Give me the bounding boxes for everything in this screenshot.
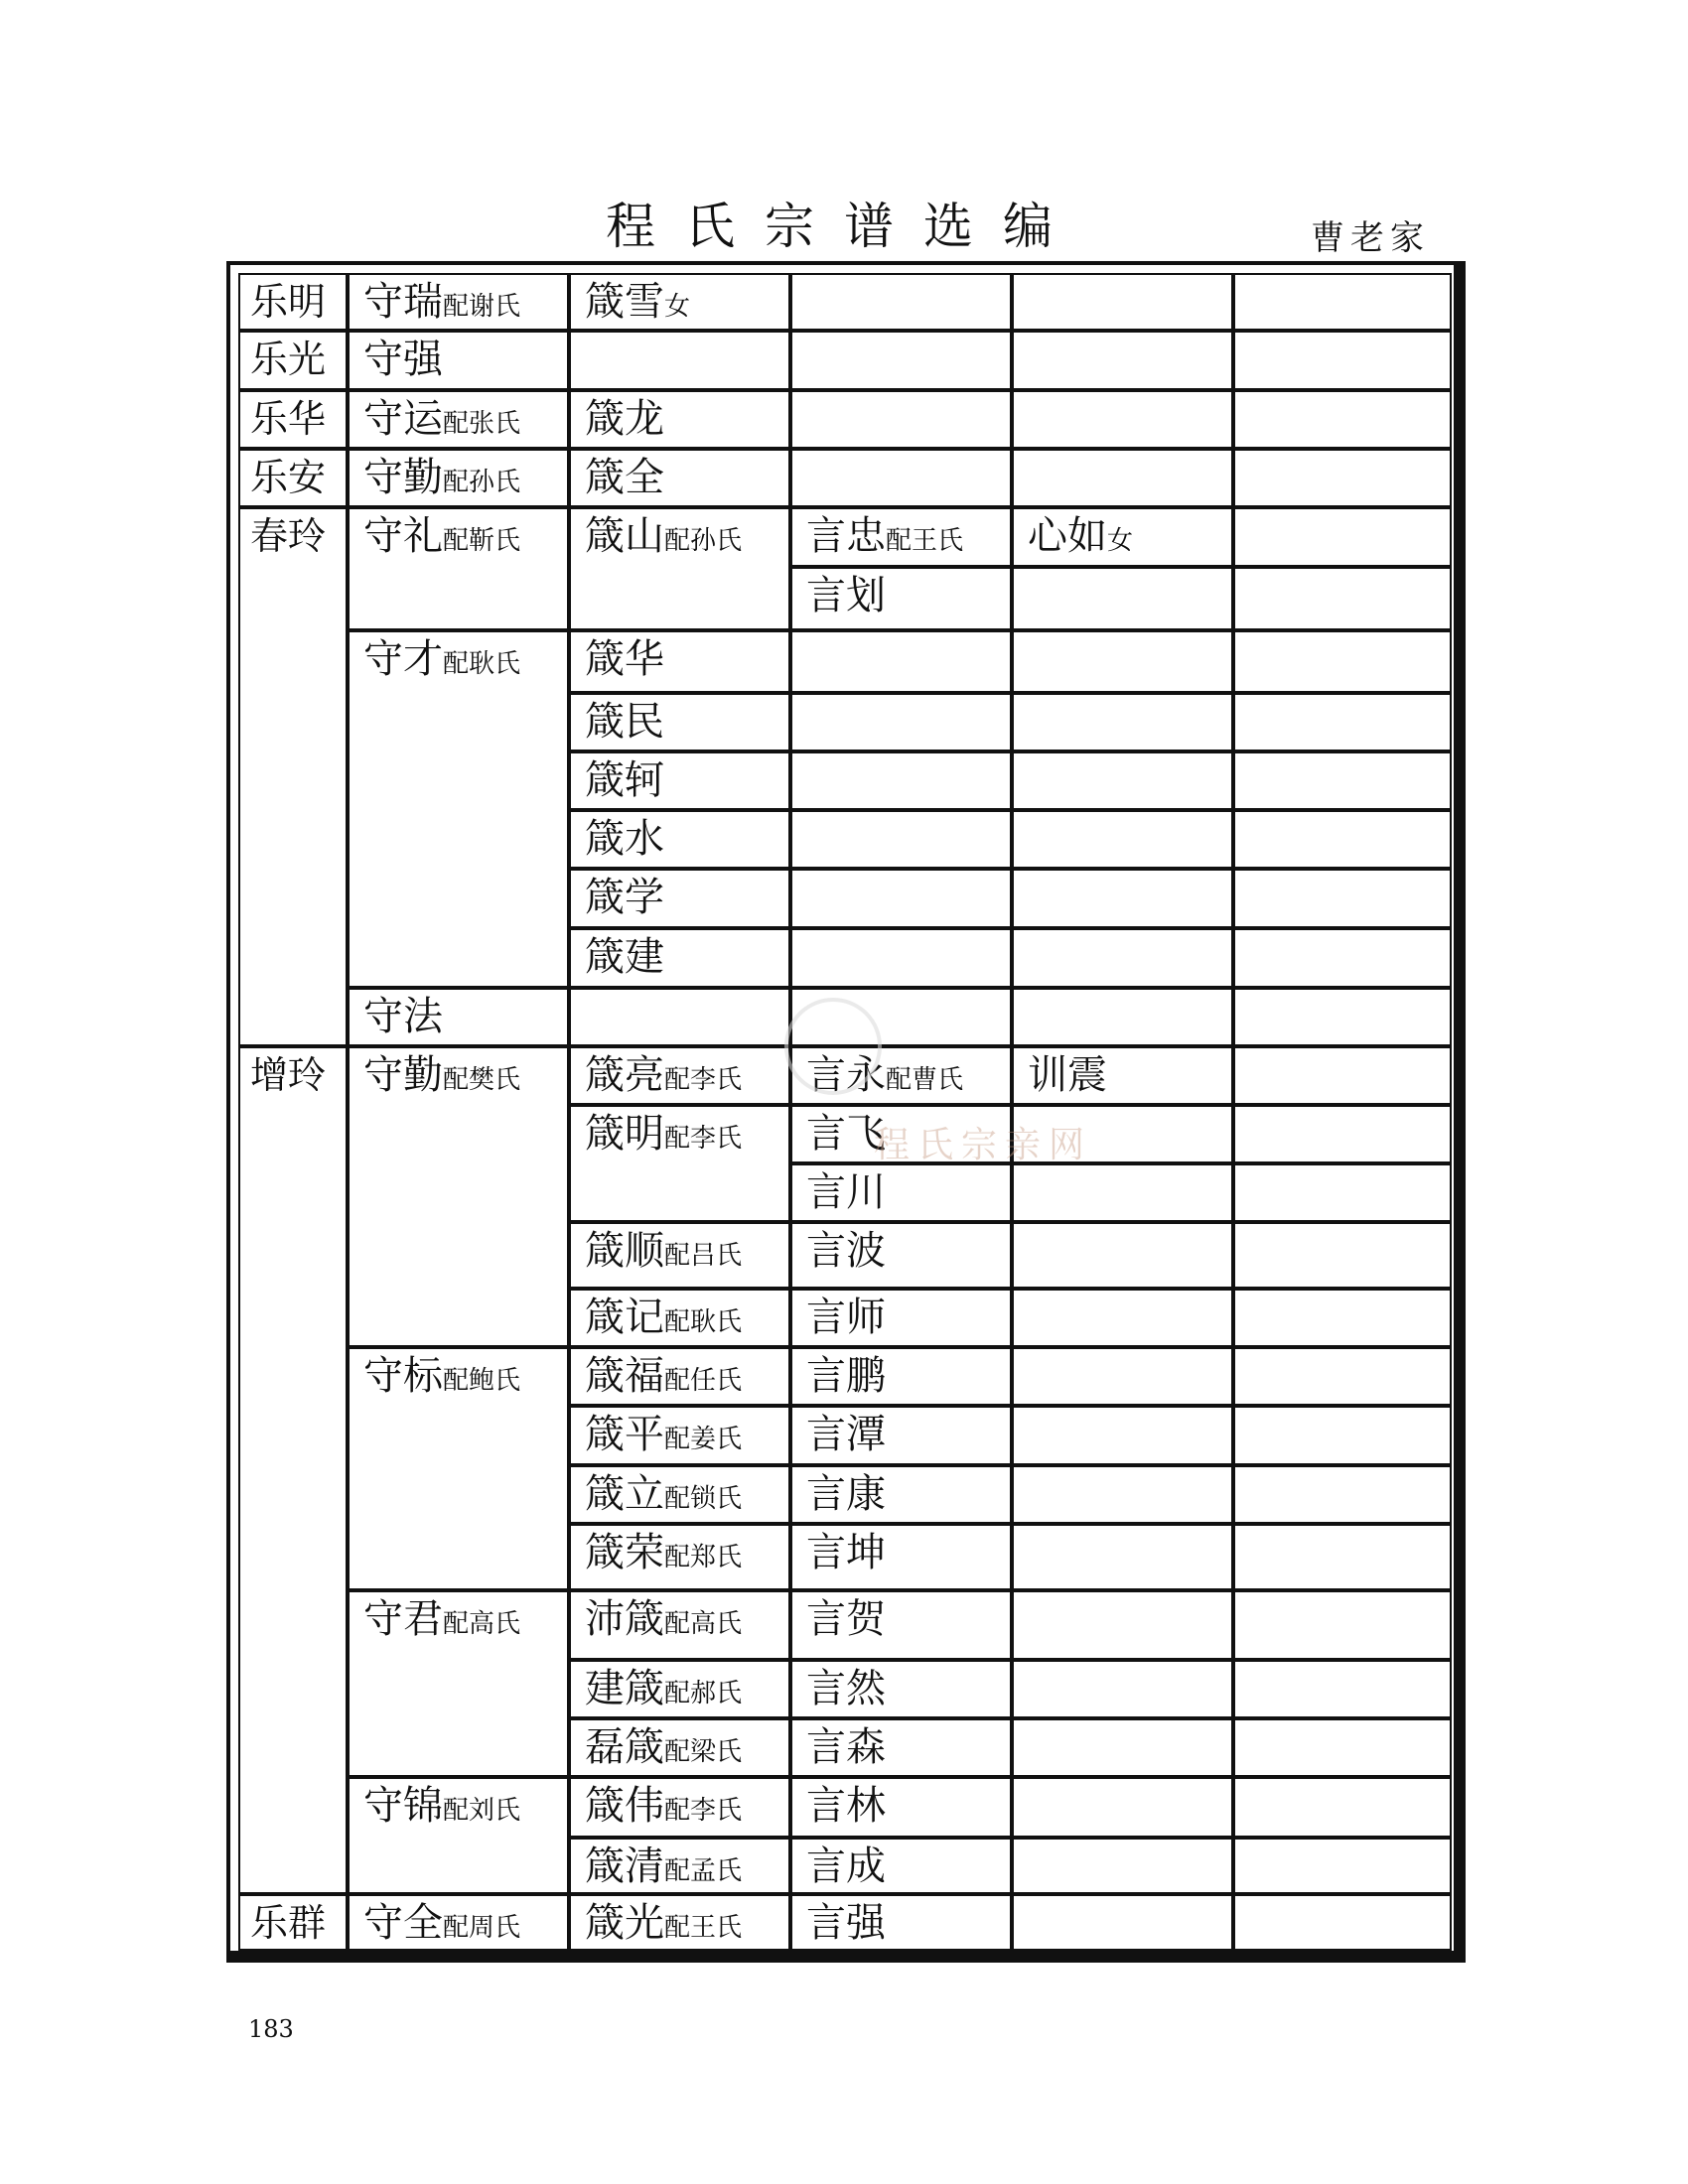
cell-extra [1233, 810, 1452, 869]
cell-shou [348, 449, 569, 507]
person-name: 言忠 [806, 513, 886, 559]
cell-yan [790, 693, 1012, 751]
cell-extra [1233, 1894, 1452, 1951]
cell-yan [790, 331, 1012, 390]
cell-generation [238, 507, 348, 1046]
cell-shou [348, 988, 569, 1046]
cell-extra [1233, 1660, 1452, 1718]
person-name: 守强 [363, 337, 443, 382]
cell-yan [790, 390, 1012, 449]
spouse-note: 配高氏 [443, 1609, 521, 1639]
spouse-note: 配孟氏 [664, 1856, 743, 1886]
cell-xin [1012, 1838, 1233, 1894]
cell-zhen [569, 1660, 790, 1718]
person-name: 守全 [363, 1900, 443, 1946]
spouse-note: 配周氏 [443, 1913, 521, 1943]
cell-extra [1233, 751, 1452, 810]
person-name: 箴民 [585, 699, 664, 745]
spouse-note: 配曹氏 [886, 1065, 964, 1095]
cell-xin [1012, 1524, 1233, 1590]
cell-yan [790, 1660, 1012, 1718]
cell-extra [1233, 630, 1452, 693]
person-name: 守礼 [363, 513, 443, 559]
cell-generation [238, 1046, 348, 1894]
cell-xin [1012, 751, 1233, 810]
cell-yan [790, 1347, 1012, 1406]
seal-icon [784, 998, 882, 1095]
spouse-note: 女 [1107, 526, 1134, 556]
generation-name: 乐华 [250, 397, 327, 441]
cell-yan [790, 928, 1012, 988]
spouse-note: 配王氏 [664, 1913, 743, 1943]
cell-yan [790, 273, 1012, 331]
cell-zhen [569, 507, 790, 630]
cell-shou [348, 1777, 569, 1894]
cell-extra [1233, 1289, 1452, 1347]
person-name: 言然 [806, 1666, 886, 1711]
generation-name: 乐安 [250, 456, 327, 499]
cell-yan [790, 449, 1012, 507]
cell-xin [1012, 1465, 1233, 1524]
generation-name: 乐明 [250, 280, 327, 324]
cell-xin [1012, 331, 1233, 390]
cell-shou [348, 1347, 569, 1590]
cell-extra [1233, 693, 1452, 751]
cell-yan [790, 1718, 1012, 1777]
person-name: 训震 [1028, 1052, 1107, 1098]
cell-extra [1233, 1524, 1452, 1590]
spouse-note: 配李氏 [664, 1065, 743, 1095]
person-name: 箴山 [585, 513, 664, 559]
family-branch-label: 曹老家 [1311, 218, 1430, 258]
spouse-note: 配樊氏 [443, 1065, 521, 1095]
person-name: 言永 [806, 1052, 886, 1098]
cell-zhen [569, 1222, 790, 1289]
cell-extra [1233, 567, 1452, 630]
cell-extra [1233, 507, 1452, 567]
spouse-note: 配孙氏 [443, 468, 521, 497]
cell-generation [238, 449, 348, 507]
spouse-note: 配锁氏 [664, 1484, 743, 1514]
spouse-note: 配李氏 [664, 1796, 743, 1826]
cell-extra [1233, 1046, 1452, 1105]
person-name: 建箴 [585, 1666, 664, 1711]
cell-zhen [569, 1406, 790, 1465]
cell-zhen [569, 1105, 790, 1222]
spouse-note: 配耿氏 [664, 1307, 743, 1337]
cell-zhen [569, 630, 790, 693]
person-name: 箴清 [585, 1843, 664, 1889]
cell-zhen [569, 1289, 790, 1347]
cell-extra [1233, 1777, 1452, 1838]
cell-yan [790, 1838, 1012, 1894]
cell-xin [1012, 1590, 1233, 1660]
cell-extra [1233, 1838, 1452, 1894]
person-name: 箴华 [585, 636, 664, 682]
cell-shou [348, 1590, 569, 1777]
cell-xin [1012, 1406, 1233, 1465]
cell-yan [790, 810, 1012, 869]
cell-zhen [569, 273, 790, 331]
cell-yan [790, 1894, 1012, 1951]
cell-shou [348, 630, 569, 988]
cell-xin [1012, 273, 1233, 331]
generation-name: 乐群 [250, 1901, 327, 1945]
cell-zhen [569, 331, 790, 390]
cell-extra [1233, 1222, 1452, 1289]
cell-xin [1012, 567, 1233, 630]
cell-extra [1233, 869, 1452, 928]
person-name: 箴水 [585, 816, 664, 862]
cell-extra [1233, 988, 1452, 1046]
spouse-note: 配梁氏 [664, 1737, 743, 1767]
cell-yan [790, 1465, 1012, 1524]
cell-xin [1012, 810, 1233, 869]
cell-zhen [569, 988, 790, 1046]
person-name: 守才 [363, 636, 443, 682]
genealogy-table [238, 273, 1452, 1951]
person-name: 言波 [806, 1228, 886, 1274]
cell-shou [348, 390, 569, 449]
cell-xin [1012, 693, 1233, 751]
cell-extra [1233, 273, 1452, 331]
person-name: 箴雪 [585, 279, 664, 325]
person-name: 言贺 [806, 1596, 886, 1642]
cell-xin [1012, 449, 1233, 507]
cell-generation [238, 390, 348, 449]
spouse-note: 配郝氏 [664, 1679, 743, 1708]
page-title: 程氏宗谱选编 [606, 198, 1082, 255]
cell-extra [1233, 1406, 1452, 1465]
cell-zhen [569, 449, 790, 507]
cell-extra [1233, 1163, 1452, 1222]
spouse-note: 配郑氏 [664, 1543, 743, 1572]
cell-zhen [569, 1777, 790, 1838]
generation-name: 乐光 [250, 338, 327, 381]
person-name: 言坤 [806, 1530, 886, 1575]
person-name: 箴建 [585, 934, 664, 980]
cell-zhen [569, 810, 790, 869]
cell-zhen [569, 693, 790, 751]
cell-yan [790, 1222, 1012, 1289]
cell-yan [790, 1163, 1012, 1222]
cell-xin [1012, 1660, 1233, 1718]
person-name: 言川 [806, 1169, 886, 1215]
spouse-note: 配高氏 [664, 1609, 743, 1639]
person-name: 守锦 [363, 1783, 443, 1829]
cell-xin [1012, 928, 1233, 988]
person-name: 心如 [1028, 513, 1107, 559]
person-name: 言林 [806, 1783, 886, 1829]
cell-yan [790, 1524, 1012, 1590]
person-name: 箴立 [585, 1471, 664, 1517]
watermark: 程氏宗亲网 [874, 1125, 1093, 1165]
person-name: 箴伟 [585, 1783, 664, 1829]
cell-xin [1012, 1777, 1233, 1838]
cell-xin [1012, 390, 1233, 449]
spouse-note: 配任氏 [664, 1366, 743, 1396]
cell-zhen [569, 1524, 790, 1590]
spouse-note: 配张氏 [443, 409, 521, 439]
cell-zhen [569, 1465, 790, 1524]
generation-name: 增玲 [250, 1053, 327, 1097]
person-name: 守勤 [363, 1052, 443, 1098]
cell-xin [1012, 1894, 1233, 1951]
person-name: 言强 [806, 1900, 886, 1946]
person-name: 箴轲 [585, 757, 664, 803]
cell-extra [1233, 1465, 1452, 1524]
cell-extra [1233, 449, 1452, 507]
cell-yan [790, 1590, 1012, 1660]
cell-shou [348, 1046, 569, 1347]
person-name: 守勤 [363, 455, 443, 500]
cell-xin [1012, 1347, 1233, 1406]
person-name: 箴顺 [585, 1228, 664, 1274]
person-name: 箴龙 [585, 396, 664, 442]
person-name: 守标 [363, 1353, 443, 1399]
cell-yan [790, 1777, 1012, 1838]
cell-xin [1012, 1163, 1233, 1222]
person-name: 磊箴 [585, 1724, 664, 1770]
cell-extra [1233, 1105, 1452, 1163]
spouse-note: 配李氏 [664, 1124, 743, 1154]
cell-zhen [569, 751, 790, 810]
person-name: 箴明 [585, 1111, 664, 1157]
person-name: 守运 [363, 396, 443, 442]
cell-yan [790, 1289, 1012, 1347]
spouse-note: 配鲍氏 [443, 1366, 521, 1396]
page-number: 183 [248, 2015, 294, 2043]
person-name: 言森 [806, 1724, 886, 1770]
cell-xin [1012, 1289, 1233, 1347]
spouse-note: 配吕氏 [664, 1241, 743, 1271]
cell-shou [348, 331, 569, 390]
cell-zhen [569, 869, 790, 928]
person-name: 箴福 [585, 1353, 664, 1399]
spouse-note: 女 [664, 292, 691, 322]
cell-extra [1233, 1718, 1452, 1777]
cell-generation [238, 273, 348, 331]
cell-zhen [569, 1590, 790, 1660]
person-name: 言成 [806, 1843, 886, 1889]
cell-shou [348, 507, 569, 630]
spouse-note: 配孙氏 [664, 526, 743, 556]
cell-xin [1012, 1046, 1233, 1105]
person-name: 言师 [806, 1295, 886, 1340]
cell-yan [790, 630, 1012, 693]
person-name: 言潭 [806, 1412, 886, 1457]
cell-extra [1233, 928, 1452, 988]
cell-generation [238, 1894, 348, 1951]
person-name: 守君 [363, 1596, 443, 1642]
person-name: 言康 [806, 1471, 886, 1517]
cell-yan [790, 567, 1012, 630]
person-name: 言飞 [806, 1111, 886, 1157]
cell-shou [348, 1894, 569, 1951]
person-name: 沛箴 [585, 1596, 664, 1642]
spouse-note: 配王氏 [886, 526, 964, 556]
cell-yan [790, 507, 1012, 567]
person-name: 守瑞 [363, 279, 443, 325]
spouse-note: 配谢氏 [443, 292, 521, 322]
cell-zhen [569, 1718, 790, 1777]
person-name: 箴学 [585, 875, 664, 920]
cell-xin [1012, 988, 1233, 1046]
person-name: 箴光 [585, 1900, 664, 1946]
cell-extra [1233, 331, 1452, 390]
cell-zhen [569, 928, 790, 988]
cell-extra [1233, 1590, 1452, 1660]
generation-name: 春玲 [250, 514, 327, 558]
cell-zhen [569, 390, 790, 449]
person-name: 言鹏 [806, 1353, 886, 1399]
cell-xin [1012, 1222, 1233, 1289]
person-name: 箴平 [585, 1412, 664, 1457]
cell-xin [1012, 507, 1233, 567]
cell-yan [790, 869, 1012, 928]
cell-extra [1233, 1347, 1452, 1406]
cell-zhen [569, 1894, 790, 1951]
cell-yan [790, 751, 1012, 810]
cell-zhen [569, 1347, 790, 1406]
person-name: 箴荣 [585, 1530, 664, 1575]
cell-shou [348, 273, 569, 331]
spouse-note: 配姜氏 [664, 1425, 743, 1454]
person-name: 言划 [806, 573, 886, 618]
cell-zhen [569, 1046, 790, 1105]
person-name: 箴亮 [585, 1052, 664, 1098]
cell-xin [1012, 630, 1233, 693]
cell-generation [238, 331, 348, 390]
spouse-note: 配耿氏 [443, 649, 521, 679]
spouse-note: 配靳氏 [443, 526, 521, 556]
person-name: 守法 [363, 994, 443, 1039]
cell-extra [1233, 390, 1452, 449]
spouse-note: 配刘氏 [443, 1796, 521, 1826]
cell-xin [1012, 1718, 1233, 1777]
cell-zhen [569, 1838, 790, 1894]
cell-yan [790, 1406, 1012, 1465]
person-name: 箴全 [585, 455, 664, 500]
person-name: 箴记 [585, 1295, 664, 1340]
cell-xin [1012, 869, 1233, 928]
